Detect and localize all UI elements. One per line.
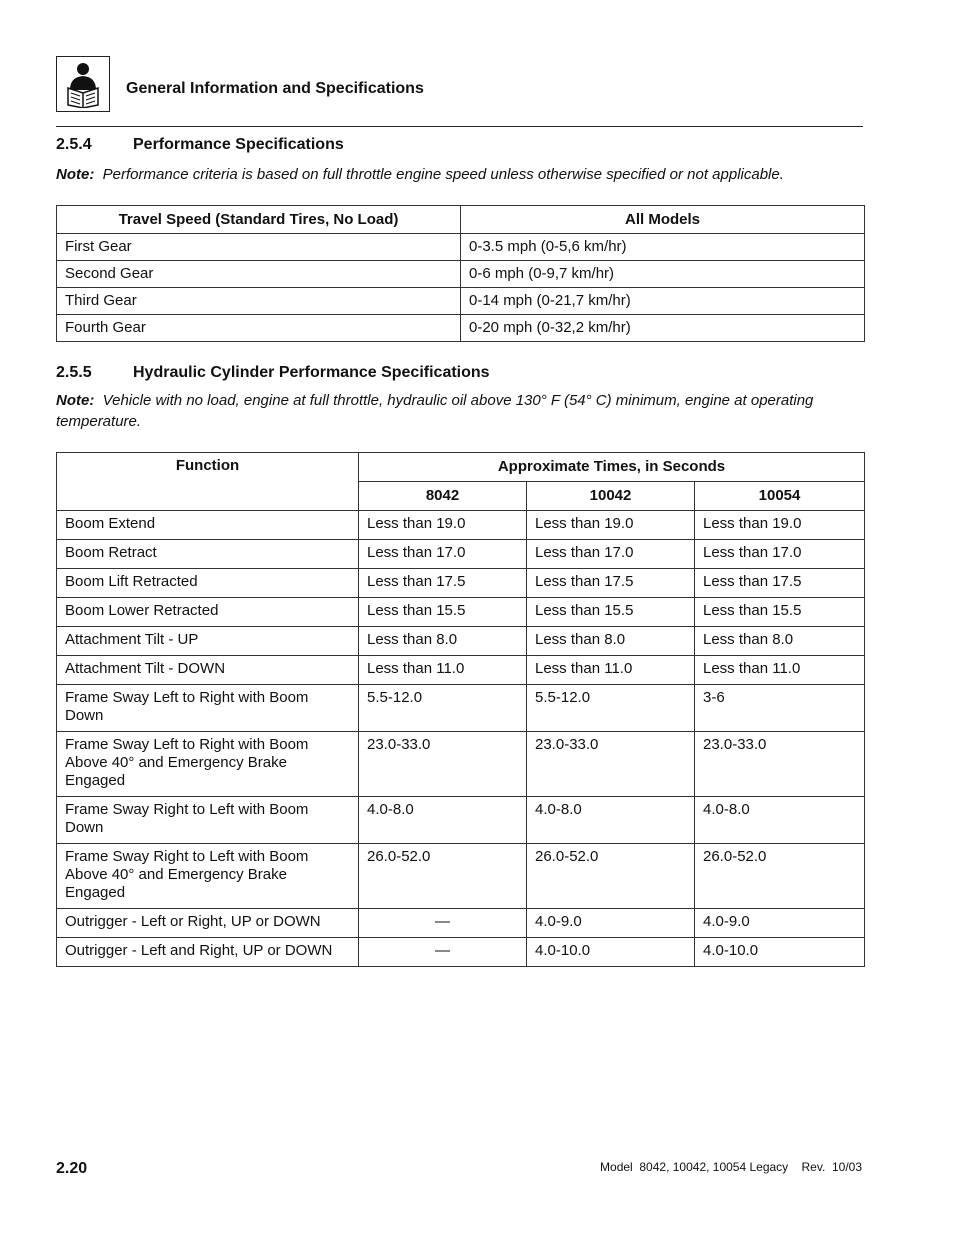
function-cell: Boom Retract (57, 540, 359, 569)
table-row (57, 732, 865, 797)
time-cell: Less than 11.0 (527, 656, 695, 685)
model-header: 10054 (695, 482, 865, 511)
gear-cell: Second Gear (57, 261, 461, 288)
time-cell: 5.5-12.0 (527, 685, 695, 732)
gear-cell: First Gear (57, 234, 461, 261)
table-row (57, 844, 865, 909)
table-row (57, 511, 865, 540)
speed-cell: 0-20 mph (0-32,2 km/hr) (461, 315, 865, 342)
time-cell: Less than 17.5 (359, 569, 527, 598)
section-title: Performance Specifications (133, 136, 344, 153)
function-cell: Boom Lift Retracted (57, 569, 359, 598)
table-row (57, 797, 865, 844)
speed-cell: 0-6 mph (0-9,7 km/hr) (461, 261, 865, 288)
travel-speed-table (56, 205, 865, 342)
table-row (57, 288, 865, 315)
hydraulic-cylinder-table (56, 452, 865, 967)
time-cell: 4.0-8.0 (527, 797, 695, 844)
table-row (57, 569, 865, 598)
table-header-row (57, 453, 865, 482)
function-cell: Attachment Tilt - DOWN (57, 656, 359, 685)
time-cell: 3-6 (695, 685, 865, 732)
function-cell: Outrigger - Left and Right, UP or DOWN (57, 938, 359, 967)
time-cell: 4.0-8.0 (359, 797, 527, 844)
table-row (57, 938, 865, 967)
time-cell: 4.0-9.0 (695, 909, 865, 938)
column-header: All Models (461, 206, 865, 234)
time-cell: 26.0-52.0 (695, 844, 865, 909)
function-cell: Frame Sway Right to Left with Boom Down (57, 797, 359, 844)
manual-reader-logo (56, 56, 110, 112)
table-header-row (57, 206, 865, 234)
speed-cell: 0-14 mph (0-21,7 km/hr) (461, 288, 865, 315)
section-2-5-4-heading (56, 136, 344, 154)
note-text: Vehicle with no load, engine at full throttle, hydraulic oil above 130° F (54° C) minimum, engine at operating temperature. (56, 392, 814, 430)
page-number: 2.20 (56, 1160, 88, 1177)
function-cell: Attachment Tilt - UP (57, 627, 359, 656)
performance-note (56, 164, 856, 185)
function-cell: Frame Sway Right to Left with Boom Above 40° and Emergency Brake Engaged (57, 844, 359, 909)
hydraulic-table-body (57, 511, 865, 967)
time-cell: Less than 8.0 (695, 627, 865, 656)
function-cell: Frame Sway Left to Right with Boom Down (57, 685, 359, 732)
time-cell: 26.0-52.0 (359, 844, 527, 909)
hydraulic-note (56, 390, 856, 432)
time-cell: 26.0-52.0 (527, 844, 695, 909)
time-cell: 4.0-10.0 (527, 938, 695, 967)
person-reading-icon (60, 60, 106, 108)
time-cell: Less than 15.5 (527, 598, 695, 627)
header-title: General Information and Specifications (126, 80, 424, 97)
time-cell: 23.0-33.0 (695, 732, 865, 797)
model-header: 8042 (359, 482, 527, 511)
model-revision: Model 8042, 10042, 10054 Legacy Rev. 10/03 (600, 1160, 862, 1174)
table-row (57, 598, 865, 627)
function-cell: Boom Extend (57, 511, 359, 540)
time-cell: — (359, 909, 527, 938)
time-cell: Less than 19.0 (359, 511, 527, 540)
time-cell: Less than 11.0 (695, 656, 865, 685)
table-row (57, 261, 865, 288)
time-cell: Less than 8.0 (527, 627, 695, 656)
time-cell: Less than 8.0 (359, 627, 527, 656)
time-cell: — (359, 938, 527, 967)
time-cell: 4.0-9.0 (527, 909, 695, 938)
time-cell: 23.0-33.0 (527, 732, 695, 797)
header-divider (56, 126, 863, 127)
section-number: 2.5.5 (56, 364, 92, 381)
time-cell: Less than 19.0 (527, 511, 695, 540)
function-cell: Outrigger - Left or Right, UP or DOWN (57, 909, 359, 938)
time-cell: Less than 17.0 (695, 540, 865, 569)
time-cell: Less than 15.5 (695, 598, 865, 627)
note-label: Note: (56, 392, 95, 409)
table-row (57, 656, 865, 685)
approximate-times-header: Approximate Times, in Seconds (359, 453, 865, 482)
model-header: 10042 (527, 482, 695, 511)
time-cell: 5.5-12.0 (359, 685, 527, 732)
gear-cell: Third Gear (57, 288, 461, 315)
section-title: Hydraulic Cylinder Performance Specifications (133, 364, 490, 381)
speed-cell: 0-3.5 mph (0-5,6 km/hr) (461, 234, 865, 261)
table-row (57, 909, 865, 938)
time-cell: Less than 19.0 (695, 511, 865, 540)
time-cell: Less than 17.0 (359, 540, 527, 569)
section-2-5-5-heading (56, 364, 490, 382)
note-text: Performance criteria is based on full throttle engine speed unless otherwise specified or not applicable. (102, 166, 784, 183)
function-cell: Frame Sway Left to Right with Boom Above 40° and Emergency Brake Engaged (57, 732, 359, 797)
column-header: Travel Speed (Standard Tires, No Load) (57, 206, 461, 234)
time-cell: Less than 15.5 (359, 598, 527, 627)
function-header: Function (57, 453, 359, 511)
table-row (57, 627, 865, 656)
table-row (57, 540, 865, 569)
note-label: Note: (56, 166, 95, 183)
time-cell: Less than 17.5 (695, 569, 865, 598)
gear-cell: Fourth Gear (57, 315, 461, 342)
time-cell: 23.0-33.0 (359, 732, 527, 797)
function-cell: Boom Lower Retracted (57, 598, 359, 627)
table-row (57, 315, 865, 342)
time-cell: 4.0-8.0 (695, 797, 865, 844)
section-number: 2.5.4 (56, 136, 92, 153)
time-cell: 4.0-10.0 (695, 938, 865, 967)
time-cell: Less than 17.0 (527, 540, 695, 569)
time-cell: Less than 17.5 (527, 569, 695, 598)
time-cell: Less than 11.0 (359, 656, 527, 685)
table-row (57, 685, 865, 732)
table-row (57, 234, 865, 261)
